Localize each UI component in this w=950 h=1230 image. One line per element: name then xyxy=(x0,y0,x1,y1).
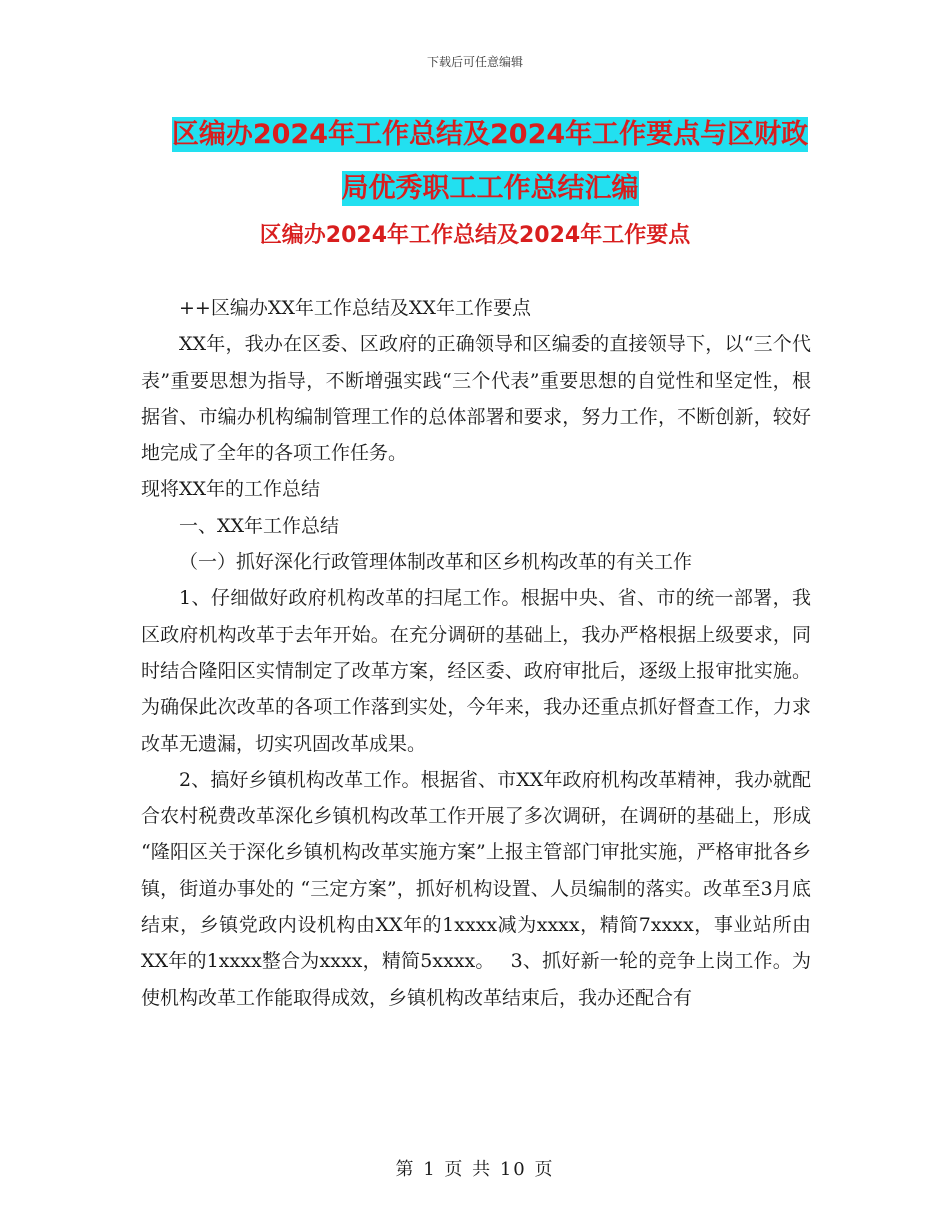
paragraph: 现将XX年的工作总结 xyxy=(141,478,321,501)
paragraph: 一、XX年工作总结 xyxy=(179,514,340,537)
paragraph: 1、仔细做好政府机构改革的扫尾工作。根据中央、省、市的统一部署，我区政府机构改革于去年开始。在充分调研的基础上，我办严格根据上级要求，同时结合隆阳区实情制定了改革方案，经区委、政府审批后，逐级上报审批实施。为确保此次改革的各项工作落到实处，今年来，我办还重点抓好督查工作，力求改革无遗漏，切实巩固改革成果。 xyxy=(141,587,811,755)
paragraph: ++区编办XX年工作总结及XX年工作要点 xyxy=(179,297,531,319)
page-number: 第 1 页 共 10 页 xyxy=(395,1159,555,1180)
document-title xyxy=(140,108,840,216)
paragraph: 2、搞好乡镇机构改革工作。根据省、市XX年政府机构改革精神，我办就配合农村税费改革深化乡镇机构改革工作开展了多次调研，在调研的基础上，形成 “隆阳区关于深化乡镇机构改革实施方案”上报主管部门审批实施，严格审批各乡镇，街道办事处的 “三定方案”，抓好机构设置、人员编制的落实。改革至3月底结束，乡镇党政内设机构由XX年的1xxxx减为xxxx，精简7xxxx，事业站所由XX年的1xxxx整合为xxxx，精简5xxxx。 3、抓好新一轮的竞争上岗工作。为使机构改革工作能取得成效，乡镇机构改革结束后，我办还配合有 xyxy=(141,768,811,1009)
section-title: 区编办2024年工作总结及2024年工作要点 xyxy=(259,223,691,248)
document-body xyxy=(141,290,811,1016)
header-note: 下载后可任意编辑 xyxy=(426,55,523,69)
title-line-2: 局优秀职工工作总结汇编 xyxy=(341,173,639,204)
paragraph: （一）抓好深化行政管理体制改革和区乡机构改革的有关工作 xyxy=(179,551,693,574)
title-line-1: 区编办2024年工作总结及2024年工作要点与区财政 xyxy=(171,119,809,150)
paragraph: XX年，我办在区委、区政府的正确领导和区编委的直接领导下，以“三个代表”重要思想为指导，不断增强实践“三个代表”重要思想的自觉性和坚定性，根据省、市编办机构编制管理工作的总体部署和要求，努力工作，不断创新，较好地完成了全年的各项工作任务。 xyxy=(141,333,811,465)
